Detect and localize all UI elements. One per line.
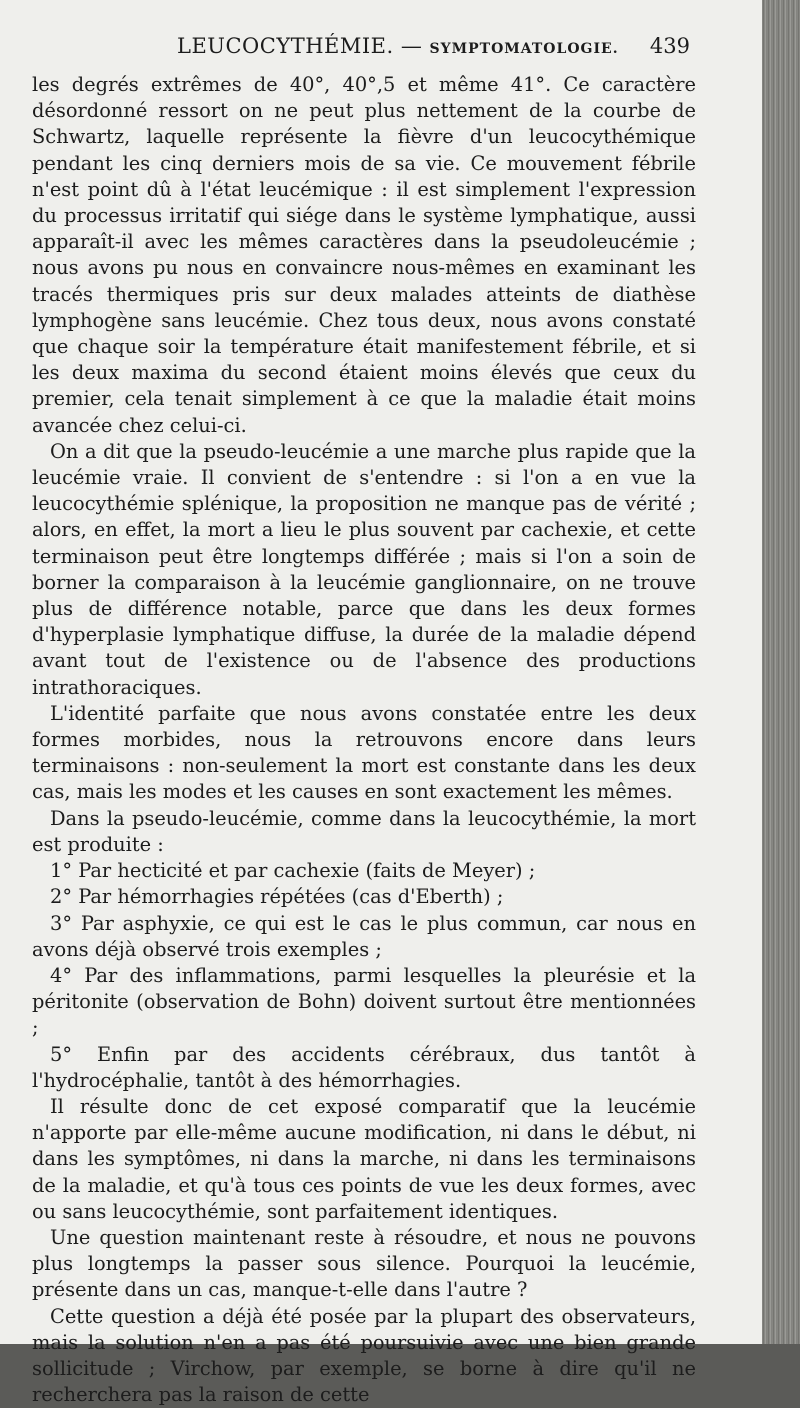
paragraph: L'identité parfaite que nous avons constatée entre les deux formes morbides, nous la retrouvons encore dans leurs terminaisons : non-seulement la mort est constante dans les deux cas, mais les modes et les causes en sont exactement les mêmes.	[32, 701, 696, 804]
running-title-separator: —	[400, 34, 423, 58]
list-item: 1° Par hecticité et par cachexie (faits de Meyer) ;	[50, 859, 536, 883]
running-header	[32, 34, 690, 64]
page-number: 439	[649, 34, 690, 58]
body-text	[32, 72, 696, 1408]
paragraph: Il résulte donc de cet exposé comparatif que la leucémie n'apporte par elle-même aucune modification, ni dans le début, ni dans les symptômes, ni dans la marche, ni dans les terminaisons de la maladie, et qu'à tous ces points de vue les deux formes, avec ou sans leucocythémie, sont parfaitement identiques.	[32, 1094, 696, 1223]
paragraph: Dans la pseudo-leucémie, comme dans la leucocythémie, la mort est produite :	[32, 806, 696, 856]
paragraph: Une question maintenant reste à résoudre, et nous ne pouvons plus longtemps la passer sous silence. Pourquoi la leucémie, présente dans un cas, manque-t-elle dans l'autre ?	[32, 1225, 696, 1302]
paragraph: Cette question a déjà été posée par la plupart des observateurs, mais la solution n'en a pas été poursuivie avec une bien grande sollicitude ; Virchow, par exemple, se borne à dire qu'il ne recherchera pas la raison de cette	[32, 1304, 696, 1407]
running-title	[177, 34, 619, 58]
running-title-main: LEUCOCYTHÉMIE.	[177, 34, 394, 58]
paragraph: les degrés extrêmes de 40°, 40°,5 et même 41°. Ce caractère désordonné ressort on ne peut plus nettement de la courbe de Schwartz, laquelle représente la fièvre d'un leucocythémique pendant les cinq derniers mois de sa vie. Ce mouvement fébrile n'est point dû à l'état leucémique : il est simplement l'expression du processus irritatif qui siége dans le système lymphatique, aussi apparaît-il avec les mêmes caractères dans la pseudoleucémie ; nous avons pu nous en convaincre nous-mêmes en examinant les tracés thermiques pris sur deux malades atteints de diathèse lymphogène sans leucémie. Chez tous deux, nous avons constaté que chaque soir la température était manifestement fébrile, et si les deux maxima du second étaient moins élevés que ceux du premier, cela tenait simplement à ce que la maladie était moins avancée chez celui-ci.	[32, 73, 696, 437]
list-item: 2° Par hémorrhagies répétées (cas d'Eberth) ;	[50, 885, 504, 909]
list-item: 3° Par asphyxie, ce qui est le cas le plus commun, car nous en avons déjà observé trois exemples ;	[32, 911, 696, 961]
list-item: 4° Par des inflammations, parmi lesquelles la pleurésie et la péritonite (observation de Bohn) doivent surtout être mentionnées ;	[32, 963, 696, 1040]
page-edge	[762, 0, 800, 1344]
list-item: 5° Enfin par des accidents cérébraux, dus tantôt à l'hydrocéphalie, tantôt à des hémorrhagies.	[32, 1042, 696, 1092]
paragraph: On a dit que la pseudo-leucémie a une marche plus rapide que la leucémie vraie. Il convient de s'entendre : si l'on a en vue la leucocythémie splénique, la proposition ne manque pas de vérité ; alors, en effet, la mort a lieu le plus souvent par cachexie, et cette terminaison peut être longtemps différée ; mais si l'on a soin de borner la comparaison à la leucémie ganglionnaire, on ne trouve plus de différence notable, parce que dans les deux formes d'hyperplasie lymphatique diffuse, la durée de la maladie dépend avant tout de l'existence ou de l'absence des productions intrathoraciques.	[32, 439, 696, 699]
running-title-sub: SYMPTOMATOLOGIE.	[429, 41, 619, 57]
